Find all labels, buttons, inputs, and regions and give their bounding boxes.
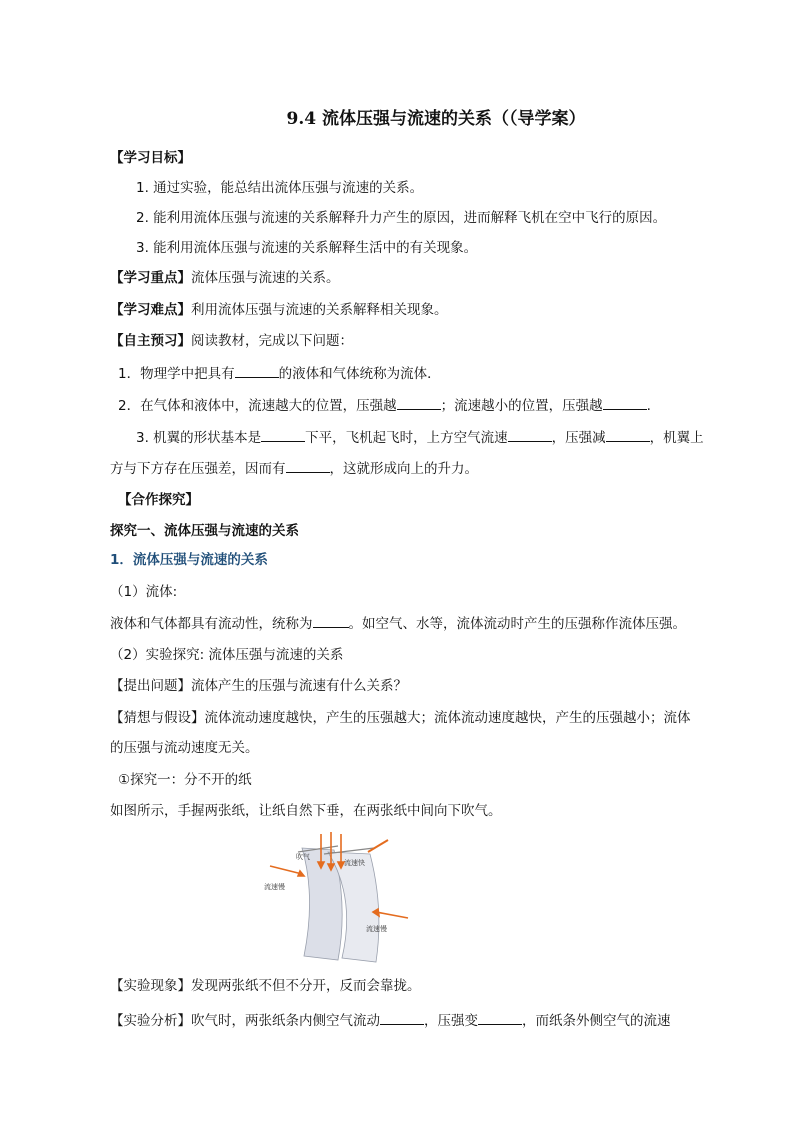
fast-flow-label: 流速快 (344, 859, 365, 867)
answer-blank[interactable] (286, 458, 330, 473)
paper-illustration (258, 826, 418, 966)
goals-heading: 【学习目标】 (110, 150, 191, 166)
answer-blank[interactable] (397, 395, 441, 410)
answer-blank[interactable] (261, 427, 305, 442)
goal-item-3: 3. 能利用流体压强与流速的关系解释生活中的有关现象。 (136, 240, 478, 256)
answer-blank[interactable] (606, 427, 650, 442)
preview-question-2: 2．在气体和液体中，流速越大的位置，压强越 ；流速越小的位置，压强越 . (118, 395, 728, 416)
page-title: 9.4 流体压强与流速的关系（（导学案） (286, 109, 586, 129)
difficulty-point: 【学习难点】利用流体压强与流速的关系解释相关现象。 (110, 302, 448, 318)
fluid-subheading: （1）流体: (110, 584, 178, 600)
analysis: 【实验分析】吹气时，两张纸条内侧空气流动 ，压强变 ，而纸条外侧空气的流速 (110, 1010, 720, 1031)
slow-flow-left-label: 流速慢 (264, 883, 285, 891)
key-point: 【学习重点】流体压强与流速的关系。 (110, 270, 340, 286)
answer-blank[interactable] (313, 613, 349, 628)
slow-flow-right-label: 流速慢 (366, 925, 387, 933)
preview-heading: 【自主预习】阅读教材，完成以下问题： (110, 333, 353, 349)
goal-item-1: 1. 通过实验，能总结出流体压强与流速的关系。 (136, 180, 424, 196)
preview-question-1: 1．物理学中把具有 的液体和气体统称为流体． (118, 363, 728, 384)
goal-item-2: 2. 能利用流体压强与流速的关系解释升力产生的原因，进而解释飞机在空中飞行的原因。 (136, 210, 667, 226)
coop-heading: 【合作探究】 (118, 492, 199, 508)
blow-label: 吹气 (296, 853, 310, 861)
preview-question-3: 3. 机翼的形状基本是 下平，飞机起飞时，上方空气流速 ，压强减 ，机翼上 (136, 427, 746, 448)
answer-blank[interactable] (478, 1010, 522, 1025)
inquiry-1-heading: 探究一、流体压强与流速的关系 (110, 523, 299, 539)
answer-blank[interactable] (508, 427, 552, 442)
experiment-1-title: ①探究一：分不开的纸 (118, 772, 252, 788)
hypothesis-cont: 的压强与流动速度无关。 (110, 740, 259, 756)
hypothesis: 【猜想与假设】流体流动速度越快，产生的压强越大；流体流动速度越快，产生的压强越小；流体 (110, 710, 691, 726)
answer-blank[interactable] (603, 395, 647, 410)
preview-question-3-cont: 方与下方存在压强差，因而有 ，这就形成向上的升力。 (110, 458, 720, 479)
answer-blank[interactable] (380, 1010, 424, 1025)
experiment-1-desc: 如图所示，手握两张纸，让纸自然下垂，在两张纸中间向下吹气。 (110, 803, 502, 819)
section-1-heading: 1．流体压强与流速的关系 (110, 552, 268, 568)
fluid-definition: 液体和气体都具有流动性，统称为 。如空气、水等，流体流动时产生的压强称作流体压强。 (110, 613, 720, 634)
experiment-subheading: （2）实验探究: 流体压强与流速的关系 (110, 647, 344, 663)
answer-blank[interactable] (235, 363, 279, 378)
observation: 【实验现象】发现两张纸不但不分开，反而会靠拢。 (110, 978, 421, 994)
paper-blowing-figure (258, 826, 418, 966)
ask-question: 【提出问题】流体产生的压强与流速有什么关系？ (110, 678, 407, 694)
